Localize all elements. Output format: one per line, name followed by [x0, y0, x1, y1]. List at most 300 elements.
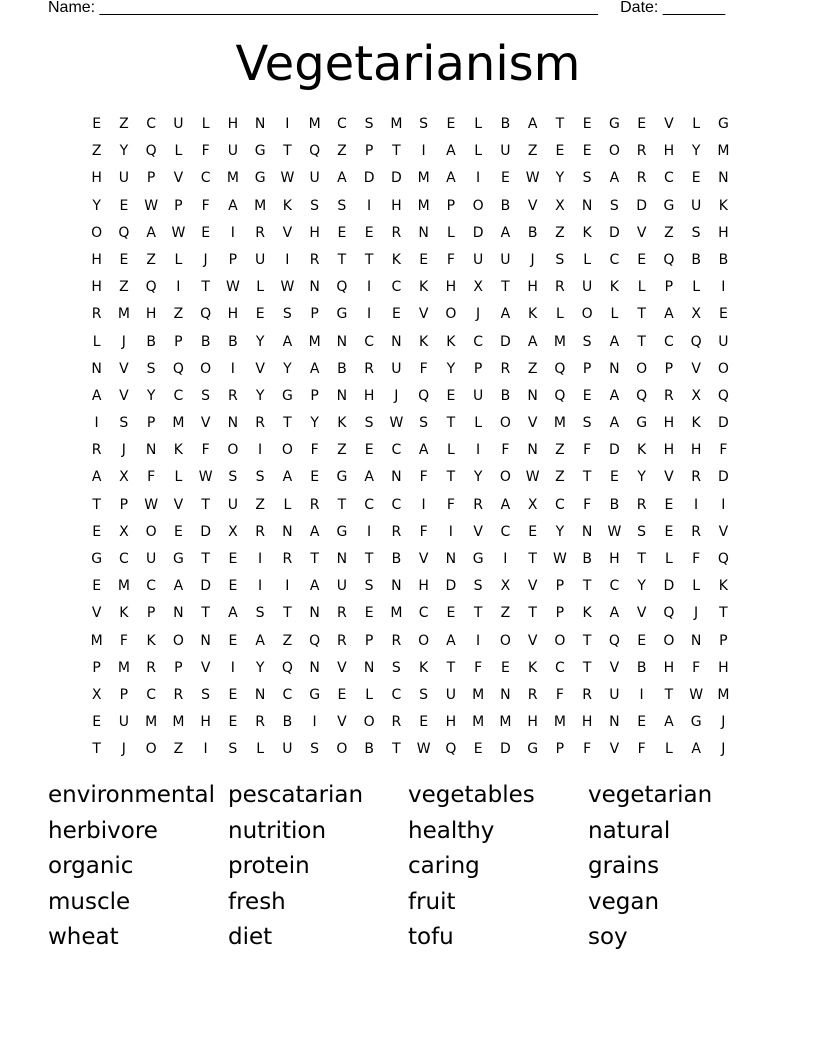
- grid-cell: Z: [119, 279, 129, 296]
- grid-cell: B: [500, 116, 511, 132]
- grid-cell: O: [608, 143, 620, 160]
- grid-cell: I: [476, 170, 481, 187]
- grid-cell: S: [201, 387, 211, 404]
- grid-cell: L: [664, 741, 673, 758]
- grid-cell: H: [663, 143, 675, 160]
- grid-cell: F: [637, 741, 646, 758]
- grid-cell: G: [254, 143, 266, 160]
- grid-cell: Q: [118, 224, 130, 241]
- grid-cell: A: [446, 170, 456, 187]
- grid-cell: U: [500, 143, 511, 160]
- grid-cell: E: [419, 714, 429, 731]
- grid-cell: Q: [717, 387, 729, 404]
- grid-cell: Q: [281, 659, 293, 676]
- grid-cell: G: [254, 170, 266, 187]
- grid-cell: U: [227, 496, 238, 513]
- grid-cell: D: [499, 333, 511, 350]
- grid-cell: N: [391, 578, 402, 595]
- grid-cell: H: [718, 659, 729, 676]
- grid-cell: A: [228, 605, 238, 622]
- grid-cell: V: [119, 387, 129, 404]
- grid-cell: G: [91, 551, 103, 567]
- grid-cell: T: [392, 143, 401, 160]
- grid-cell: A: [309, 360, 320, 377]
- grid-cell: V: [527, 578, 538, 595]
- grid-cell: I: [694, 496, 699, 513]
- grid-cell: R: [391, 523, 402, 540]
- grid-cell: B: [337, 360, 347, 377]
- grid-cell: S: [310, 741, 320, 758]
- grid-cell: O: [472, 197, 484, 214]
- word-list-item: environmental: [48, 782, 215, 808]
- grid-cell: P: [555, 578, 565, 595]
- grid-cell: P: [174, 333, 183, 350]
- grid-cell: F: [419, 360, 428, 377]
- grid-cell: L: [610, 306, 619, 323]
- grid-cell: I: [448, 523, 453, 540]
- grid-cell: H: [445, 279, 457, 296]
- grid-cell: C: [609, 251, 620, 268]
- grid-cell: D: [608, 442, 620, 459]
- grid-cell: S: [201, 686, 211, 703]
- grid-cell: N: [336, 551, 348, 567]
- grid-cell: T: [501, 279, 510, 296]
- grid-cell: A: [228, 197, 238, 214]
- grid-cell: T: [201, 496, 210, 513]
- grid-cell: X: [228, 523, 238, 540]
- grid-cell: R: [282, 551, 293, 567]
- grid-cell: R: [691, 469, 701, 486]
- grid-cell: I: [203, 741, 208, 758]
- grid-cell: A: [691, 741, 701, 758]
- grid-cell: H: [91, 251, 102, 268]
- grid-cell: N: [254, 116, 266, 132]
- grid-cell: C: [336, 116, 347, 132]
- grid-cell: A: [91, 469, 102, 486]
- grid-cell: O: [636, 360, 648, 377]
- grid-cell: F: [201, 197, 210, 214]
- grid-cell: E: [92, 116, 102, 132]
- grid-cell: Y: [446, 360, 456, 377]
- grid-cell: W: [144, 197, 159, 214]
- grid-cell: P: [664, 279, 674, 296]
- grid-cell: E: [446, 605, 456, 622]
- grid-cell: R: [173, 686, 184, 703]
- grid-cell: N: [581, 197, 593, 214]
- grid-cell: Q: [145, 143, 157, 160]
- grid-cell: E: [92, 523, 102, 540]
- grid-cell: C: [554, 496, 565, 513]
- grid-cell: U: [691, 197, 702, 214]
- grid-cell: K: [391, 251, 401, 268]
- grid-cell: V: [418, 551, 429, 567]
- grid-cell: W: [525, 469, 540, 486]
- grid-cell: A: [91, 387, 102, 404]
- grid-cell: N: [609, 360, 620, 377]
- word-list-item: organic: [48, 853, 134, 880]
- grid-cell: C: [146, 578, 157, 595]
- grid-cell: P: [146, 170, 156, 187]
- grid-cell: V: [173, 496, 184, 513]
- grid-cell: G: [608, 116, 620, 132]
- grid-cell: J: [694, 605, 699, 622]
- grid-cell: R: [337, 605, 347, 622]
- grid-cell: Z: [527, 360, 538, 377]
- name-field[interactable]: ________________________________________________________: [99, 0, 598, 16]
- grid-cell: D: [363, 170, 375, 187]
- grid-cell: B: [636, 659, 647, 676]
- grid-cell: V: [200, 415, 211, 432]
- word-list: [48, 778, 768, 956]
- grid-cell: E: [228, 686, 238, 703]
- grid-cell: I: [285, 251, 290, 268]
- grid-cell: I: [258, 578, 263, 595]
- grid-cell: H: [309, 224, 320, 241]
- grid-cell: B: [364, 741, 374, 758]
- grid-cell: X: [473, 279, 483, 296]
- grid-cell: N: [145, 442, 157, 459]
- grid-cell: H: [663, 659, 675, 676]
- word-list-item: pescatarian: [228, 782, 364, 808]
- grid-cell: Q: [663, 251, 675, 268]
- grid-cell: I: [230, 224, 235, 241]
- grid-cell: T: [582, 659, 592, 676]
- grid-cell: E: [201, 224, 211, 241]
- grid-cell: C: [391, 496, 402, 513]
- grid-cell: O: [336, 741, 348, 758]
- grid-cell: C: [391, 686, 402, 703]
- grid-cell: M: [90, 632, 103, 649]
- grid-cell: M: [553, 415, 566, 432]
- grid-cell: P: [228, 251, 238, 268]
- grid-cell: L: [92, 333, 101, 350]
- grid-cell: E: [364, 605, 374, 622]
- word-list-item: fruit: [408, 888, 456, 915]
- grid-cell: W: [689, 686, 704, 703]
- grid-cell: B: [146, 333, 156, 350]
- grid-cell: S: [609, 197, 619, 214]
- date-label: Date:: [620, 0, 659, 16]
- grid-cell: H: [690, 442, 702, 459]
- grid-cell: R: [636, 496, 647, 513]
- grid-cell: F: [201, 442, 210, 459]
- grid-cell: A: [500, 496, 511, 513]
- word-list-item: diet: [228, 924, 273, 951]
- word-list-item: vegetarian: [588, 782, 713, 808]
- grid-cell: P: [310, 306, 319, 323]
- grid-cell: C: [364, 496, 375, 513]
- grid-cell: N: [391, 333, 402, 350]
- grid-cell: O: [227, 442, 239, 459]
- grid-cell: X: [500, 578, 511, 595]
- grid-cell: O: [91, 224, 103, 241]
- grid-cell: F: [147, 469, 156, 486]
- grid-cell: B: [500, 197, 511, 214]
- grid-cell: V: [473, 523, 483, 540]
- grid-cell: E: [446, 387, 456, 404]
- grid-cell: E: [500, 170, 510, 187]
- grid-cell: R: [500, 360, 511, 377]
- grid-cell: O: [554, 632, 566, 649]
- grid-cell: W: [225, 279, 240, 296]
- grid-cell: Y: [691, 143, 701, 160]
- grid-cell: V: [282, 224, 293, 241]
- grid-cell: K: [419, 279, 429, 296]
- grid-cell: J: [121, 333, 126, 350]
- grid-cell: R: [91, 442, 102, 459]
- grid-cell: I: [285, 578, 290, 595]
- grid-cell: F: [419, 469, 428, 486]
- grid-cell: Q: [717, 551, 729, 567]
- grid-cell: S: [391, 659, 401, 676]
- grid-cell: X: [91, 686, 102, 703]
- grid-cell: T: [446, 469, 456, 486]
- grid-cell: P: [555, 741, 565, 758]
- grid-cell: Y: [473, 469, 483, 486]
- grid-cell: Z: [664, 224, 674, 241]
- grid-cell: S: [255, 605, 265, 622]
- grid-cell: N: [581, 523, 593, 540]
- grid-cell: M: [417, 197, 430, 214]
- grid-cell: H: [200, 714, 211, 731]
- grid-cell: J: [721, 741, 726, 758]
- grid-cell: S: [582, 415, 592, 432]
- grid-cell: Z: [282, 632, 293, 649]
- grid-cell: N: [227, 415, 239, 432]
- grid-cell: K: [446, 333, 456, 350]
- grid-cell: J: [121, 442, 126, 459]
- grid-cell: R: [91, 306, 102, 323]
- grid-cell: C: [118, 551, 129, 567]
- grid-cell: S: [146, 360, 156, 377]
- grid-cell: E: [637, 251, 647, 268]
- grid-cell: O: [499, 415, 511, 432]
- grid-cell: L: [692, 116, 701, 132]
- grid-cell: G: [636, 415, 648, 432]
- grid-cell: E: [92, 578, 102, 595]
- grid-cell: G: [336, 469, 348, 486]
- grid-cell: M: [390, 605, 403, 622]
- grid-cell: K: [282, 197, 292, 214]
- grid-cell: T: [92, 741, 101, 758]
- grid-cell: O: [499, 469, 511, 486]
- grid-cell: N: [336, 333, 348, 350]
- grid-cell: H: [418, 578, 429, 595]
- grid-cell: R: [691, 523, 701, 540]
- grid-cell: S: [364, 116, 374, 132]
- grid-cell: E: [582, 143, 592, 160]
- grid-cell: A: [664, 714, 674, 731]
- grid-cell: S: [582, 170, 592, 187]
- grid-cell: O: [363, 714, 375, 731]
- grid-cell: R: [391, 632, 402, 649]
- grid-cell: I: [421, 496, 426, 513]
- grid-cell: U: [173, 116, 184, 132]
- grid-cell: Z: [337, 143, 347, 160]
- grid-cell: T: [582, 632, 592, 649]
- grid-cell: E: [664, 496, 674, 513]
- grid-cell: Q: [663, 605, 675, 622]
- grid-cell: Y: [255, 387, 265, 404]
- grid-cell: I: [639, 686, 644, 703]
- grid-cell: R: [228, 387, 238, 404]
- grid-cell: A: [609, 170, 620, 187]
- grid-cell: Y: [119, 143, 129, 160]
- grid-cell: R: [391, 224, 402, 241]
- grid-cell: G: [172, 551, 184, 567]
- grid-cell: B: [391, 551, 402, 567]
- grid-cell: O: [418, 632, 430, 649]
- grid-cell: T: [637, 333, 646, 350]
- grid-cell: H: [663, 442, 675, 459]
- grid-cell: T: [446, 659, 456, 676]
- grid-cell: A: [527, 333, 538, 350]
- grid-cell: G: [717, 116, 729, 132]
- grid-cell: L: [256, 741, 265, 758]
- grid-cell: K: [528, 659, 538, 676]
- grid-cell: I: [503, 551, 508, 567]
- grid-cell: P: [664, 360, 674, 377]
- grid-cell: V: [200, 659, 211, 676]
- grid-cell: O: [663, 632, 675, 649]
- grid-cell: O: [581, 306, 593, 323]
- grid-cell: C: [173, 387, 184, 404]
- grid-cell: D: [390, 170, 402, 187]
- grid-cell: R: [255, 714, 265, 731]
- grid-cell: L: [256, 279, 265, 296]
- grid-cell: E: [637, 632, 647, 649]
- grid-cell: Y: [637, 469, 646, 486]
- grid-cell: Z: [255, 496, 265, 513]
- grid-cell: Y: [310, 415, 319, 432]
- grid-cell: Z: [500, 605, 511, 622]
- grid-cell: K: [528, 306, 538, 323]
- grid-cell: N: [91, 360, 102, 377]
- grid-cell: R: [527, 686, 538, 703]
- grid-cell: E: [173, 523, 183, 540]
- grid-cell: E: [528, 523, 538, 540]
- word-list-item: muscle: [48, 888, 131, 915]
- grid-cell: S: [637, 523, 647, 540]
- grid-cell: N: [500, 686, 511, 703]
- grid-cell: Y: [255, 333, 265, 350]
- grid-cell: S: [419, 415, 429, 432]
- grid-cell: C: [663, 333, 674, 350]
- grid-cell: I: [367, 197, 372, 214]
- grid-cell: V: [527, 632, 538, 649]
- grid-cell: I: [721, 496, 726, 513]
- grid-cell: D: [499, 741, 511, 758]
- grid-cell: A: [309, 578, 320, 595]
- grid-cell: J: [721, 714, 726, 731]
- grid-cell: H: [227, 306, 239, 323]
- grid-cell: Z: [146, 251, 156, 268]
- grid-cell: R: [555, 279, 565, 296]
- grid-cell: D: [608, 224, 620, 241]
- grid-cell: F: [474, 659, 483, 676]
- grid-cell: H: [445, 714, 457, 731]
- grid-cell: J: [530, 251, 535, 268]
- grid-cell: C: [364, 333, 375, 350]
- grid-cell: H: [227, 116, 239, 132]
- grid-cell: U: [609, 686, 620, 703]
- grid-cell: F: [446, 251, 455, 268]
- grid-cell: W: [525, 170, 540, 187]
- grid-cell: S: [364, 578, 374, 595]
- grid-cell: Q: [309, 143, 321, 160]
- grid-cell: X: [555, 197, 565, 214]
- grid-cell: K: [582, 224, 592, 241]
- grid-cell: U: [718, 333, 729, 350]
- grid-cell: U: [118, 170, 129, 187]
- grid-cell: M: [172, 714, 185, 731]
- grid-cell: E: [555, 143, 565, 160]
- grid-cell: G: [336, 306, 348, 323]
- grid-cell: H: [91, 279, 102, 296]
- grid-cell: F: [555, 686, 564, 703]
- date-field[interactable]: _______: [662, 0, 726, 16]
- grid-cell: Z: [119, 116, 129, 132]
- grid-cell: H: [145, 306, 157, 323]
- grid-cell: S: [364, 415, 374, 432]
- grid-cell: I: [421, 143, 426, 160]
- grid-cell: N: [254, 686, 266, 703]
- grid-cell: W: [552, 551, 567, 567]
- grid-cell: F: [201, 143, 210, 160]
- grid-cell: O: [172, 632, 184, 649]
- grid-cell: C: [663, 170, 674, 187]
- grid-cell: R: [255, 224, 265, 241]
- grid-cell: A: [609, 333, 620, 350]
- grid-cell: F: [419, 523, 428, 540]
- grid-cell: E: [637, 714, 647, 731]
- grid-cell: P: [92, 659, 101, 676]
- grid-cell: M: [145, 714, 158, 731]
- grid-cell: E: [310, 469, 320, 486]
- grid-cell: M: [417, 170, 430, 187]
- grid-cell: E: [473, 741, 483, 758]
- grid-cell: D: [200, 578, 212, 595]
- word-list-item: tofu: [408, 924, 454, 951]
- grid-cell: C: [200, 170, 211, 187]
- grid-cell: R: [636, 143, 647, 160]
- grid-cell: A: [446, 143, 456, 160]
- grid-cell: C: [146, 686, 157, 703]
- grid-cell: B: [527, 224, 538, 241]
- word-list-item: natural: [588, 817, 671, 844]
- grid-cell: N: [309, 659, 320, 676]
- grid-cell: R: [337, 632, 347, 649]
- grid-cell: S: [691, 224, 701, 241]
- grid-cell: S: [228, 741, 238, 758]
- grid-cell: E: [92, 714, 102, 731]
- grid-cell: V: [337, 659, 347, 676]
- grid-cell: L: [174, 469, 183, 486]
- grid-cell: U: [309, 170, 320, 187]
- grid-cell: T: [283, 605, 292, 622]
- grid-cell: F: [501, 442, 510, 459]
- page-title: Vegetarianism: [235, 36, 581, 92]
- word-list-item: caring: [408, 853, 480, 880]
- grid-cell: Y: [92, 197, 101, 214]
- grid-cell: Z: [91, 143, 102, 160]
- grid-cell: J: [394, 387, 399, 404]
- grid-cell: K: [718, 197, 728, 214]
- grid-cell: V: [691, 360, 701, 377]
- grid-cell: M: [254, 197, 267, 214]
- grid-cell: G: [309, 686, 321, 703]
- grid-cell: I: [367, 306, 372, 323]
